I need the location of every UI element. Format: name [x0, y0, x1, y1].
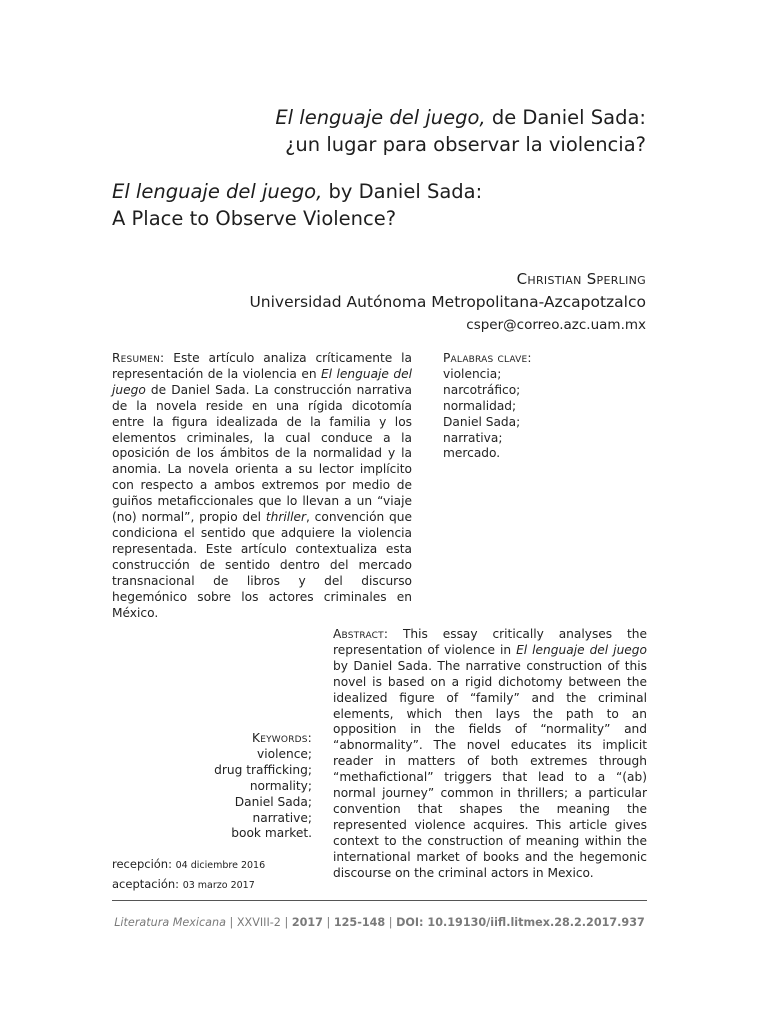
author-name: Christian Sperling — [516, 270, 646, 288]
palabra-clave-item: Daniel Sada; — [443, 414, 521, 429]
resumen-paragraph — [112, 351, 412, 621]
english-title-rest: by Daniel Sada: — [322, 180, 483, 203]
keywords-label: Keywords: — [252, 731, 312, 745]
footer-doi-link[interactable]: 10.19130/iifl.litmex.28.2.2017.937 — [423, 916, 645, 929]
author-affiliation: Universidad Autónoma Metropolitana-Azcapotzalco — [249, 293, 646, 311]
keywords — [200, 731, 312, 842]
palabra-clave-item: narcotráfico; — [443, 382, 521, 397]
accepted-value: 03 marzo 2017 — [182, 880, 255, 891]
received-label: recepción: — [112, 857, 172, 871]
abstract-label: Abstract: — [333, 627, 389, 641]
page-footer — [112, 916, 647, 929]
accepted-date — [112, 875, 265, 895]
footer-volume: XXVIII-2 — [236, 916, 281, 929]
abstract-text-1: This essay critically analyses the representation of violence in — [333, 627, 647, 657]
footer-separator: | — [322, 916, 334, 929]
palabras-clave-label: Palabras clave: — [443, 351, 532, 365]
palabra-clave-item: narrativa; — [443, 430, 503, 445]
resumen-italic-title: El lenguaje del juego — [112, 366, 412, 397]
palabras-clave — [443, 351, 583, 462]
keyword-item: violence; — [257, 746, 312, 761]
spanish-title-line-2: ¿un lugar para observar la violencia? — [285, 133, 646, 156]
resumen-label: Resumen: — [112, 351, 165, 365]
received-value: 04 diciembre 2016 — [175, 860, 266, 871]
resumen-italic-thriller: thriller — [265, 510, 307, 525]
spanish-title-rest: de Daniel Sada: — [485, 106, 646, 129]
abstract-paragraph — [333, 627, 647, 882]
english-title-line-2: A Place to Observe Violence? — [112, 207, 397, 230]
keyword-item: book market. — [231, 826, 312, 841]
abstract-italic-title: El lenguaje del juego — [516, 642, 647, 657]
english-title-line-1 — [112, 178, 482, 205]
author-block — [249, 268, 646, 337]
palabra-clave-item: mercado. — [443, 446, 501, 461]
footer-divider — [112, 900, 647, 901]
resumen-text-3: , convención que condiciona el sentido que adquiere la violencia representada. Este artículo contextualiza esta construcción de sentido dentro del mercado transnacional de libros y del discurso hegemónico sobre los actores criminales en México. — [112, 510, 412, 620]
resumen-text-1: Este artículo analiza críticamente la representación de la violencia en — [112, 351, 412, 381]
footer-year: 2017 — [291, 916, 323, 929]
spanish-title-line-1 — [275, 104, 646, 131]
spanish-title-italic: El lenguaje del juego, — [275, 106, 486, 129]
palabra-clave-item: violencia; — [443, 366, 502, 381]
submission-dates — [112, 855, 265, 895]
keyword-item: drug trafficking; — [214, 762, 312, 777]
palabra-clave-item: normalidad; — [443, 398, 517, 413]
keyword-item: normality; — [249, 778, 312, 793]
footer-separator: | — [225, 916, 237, 929]
footer-separator: | — [280, 916, 292, 929]
resumen-text-2: de Daniel Sada. La construcción narrativa de la novela reside en una rígida dicotomía entre la figura idealizada de la familia y los elementos criminales, la cual conduce a la oposición de los ámbitos de la normalidad y la anomia. La novela orienta a su lector implícito con respecto a ambos extremos por medio de guiños metaficcionales que lo llevan a un “viaje (no) normal”, propio del — [112, 382, 412, 525]
spanish-title — [275, 104, 646, 158]
footer-pages: 125-148 — [333, 916, 386, 929]
keyword-item: Daniel Sada; — [234, 794, 312, 809]
footer-doi-label: DOI: — [396, 916, 424, 929]
accepted-label: aceptación: — [112, 877, 180, 891]
footer-separator: | — [385, 916, 397, 929]
author-email[interactable]: csper@correo.azc.uam.mx — [466, 317, 646, 333]
abstract-text-2: by Daniel Sada. The narrative construction of this novel is based on a rigid dichotomy between the idealized figure of “family” and the criminal elements, which then lays the path to an opposition in the fields of “normality” and “abnormality”. The novel educates its implicit reader in matters of both extremes through “methafictional” triggers that lead to a “(ab) normal journey” common in thrillers; a particular convention that shapes the meaning the represented violence acquires. This article gives context to the construction of meaning within the international market of books and the hegemonic discourse on the criminal actors in Mexico. — [333, 658, 647, 880]
english-title-italic: El lenguaje del juego, — [112, 180, 323, 203]
footer-journal: Literatura Mexicana — [114, 916, 226, 929]
received-date — [112, 855, 265, 875]
keyword-item: narrative; — [252, 810, 312, 825]
english-title — [112, 178, 482, 232]
